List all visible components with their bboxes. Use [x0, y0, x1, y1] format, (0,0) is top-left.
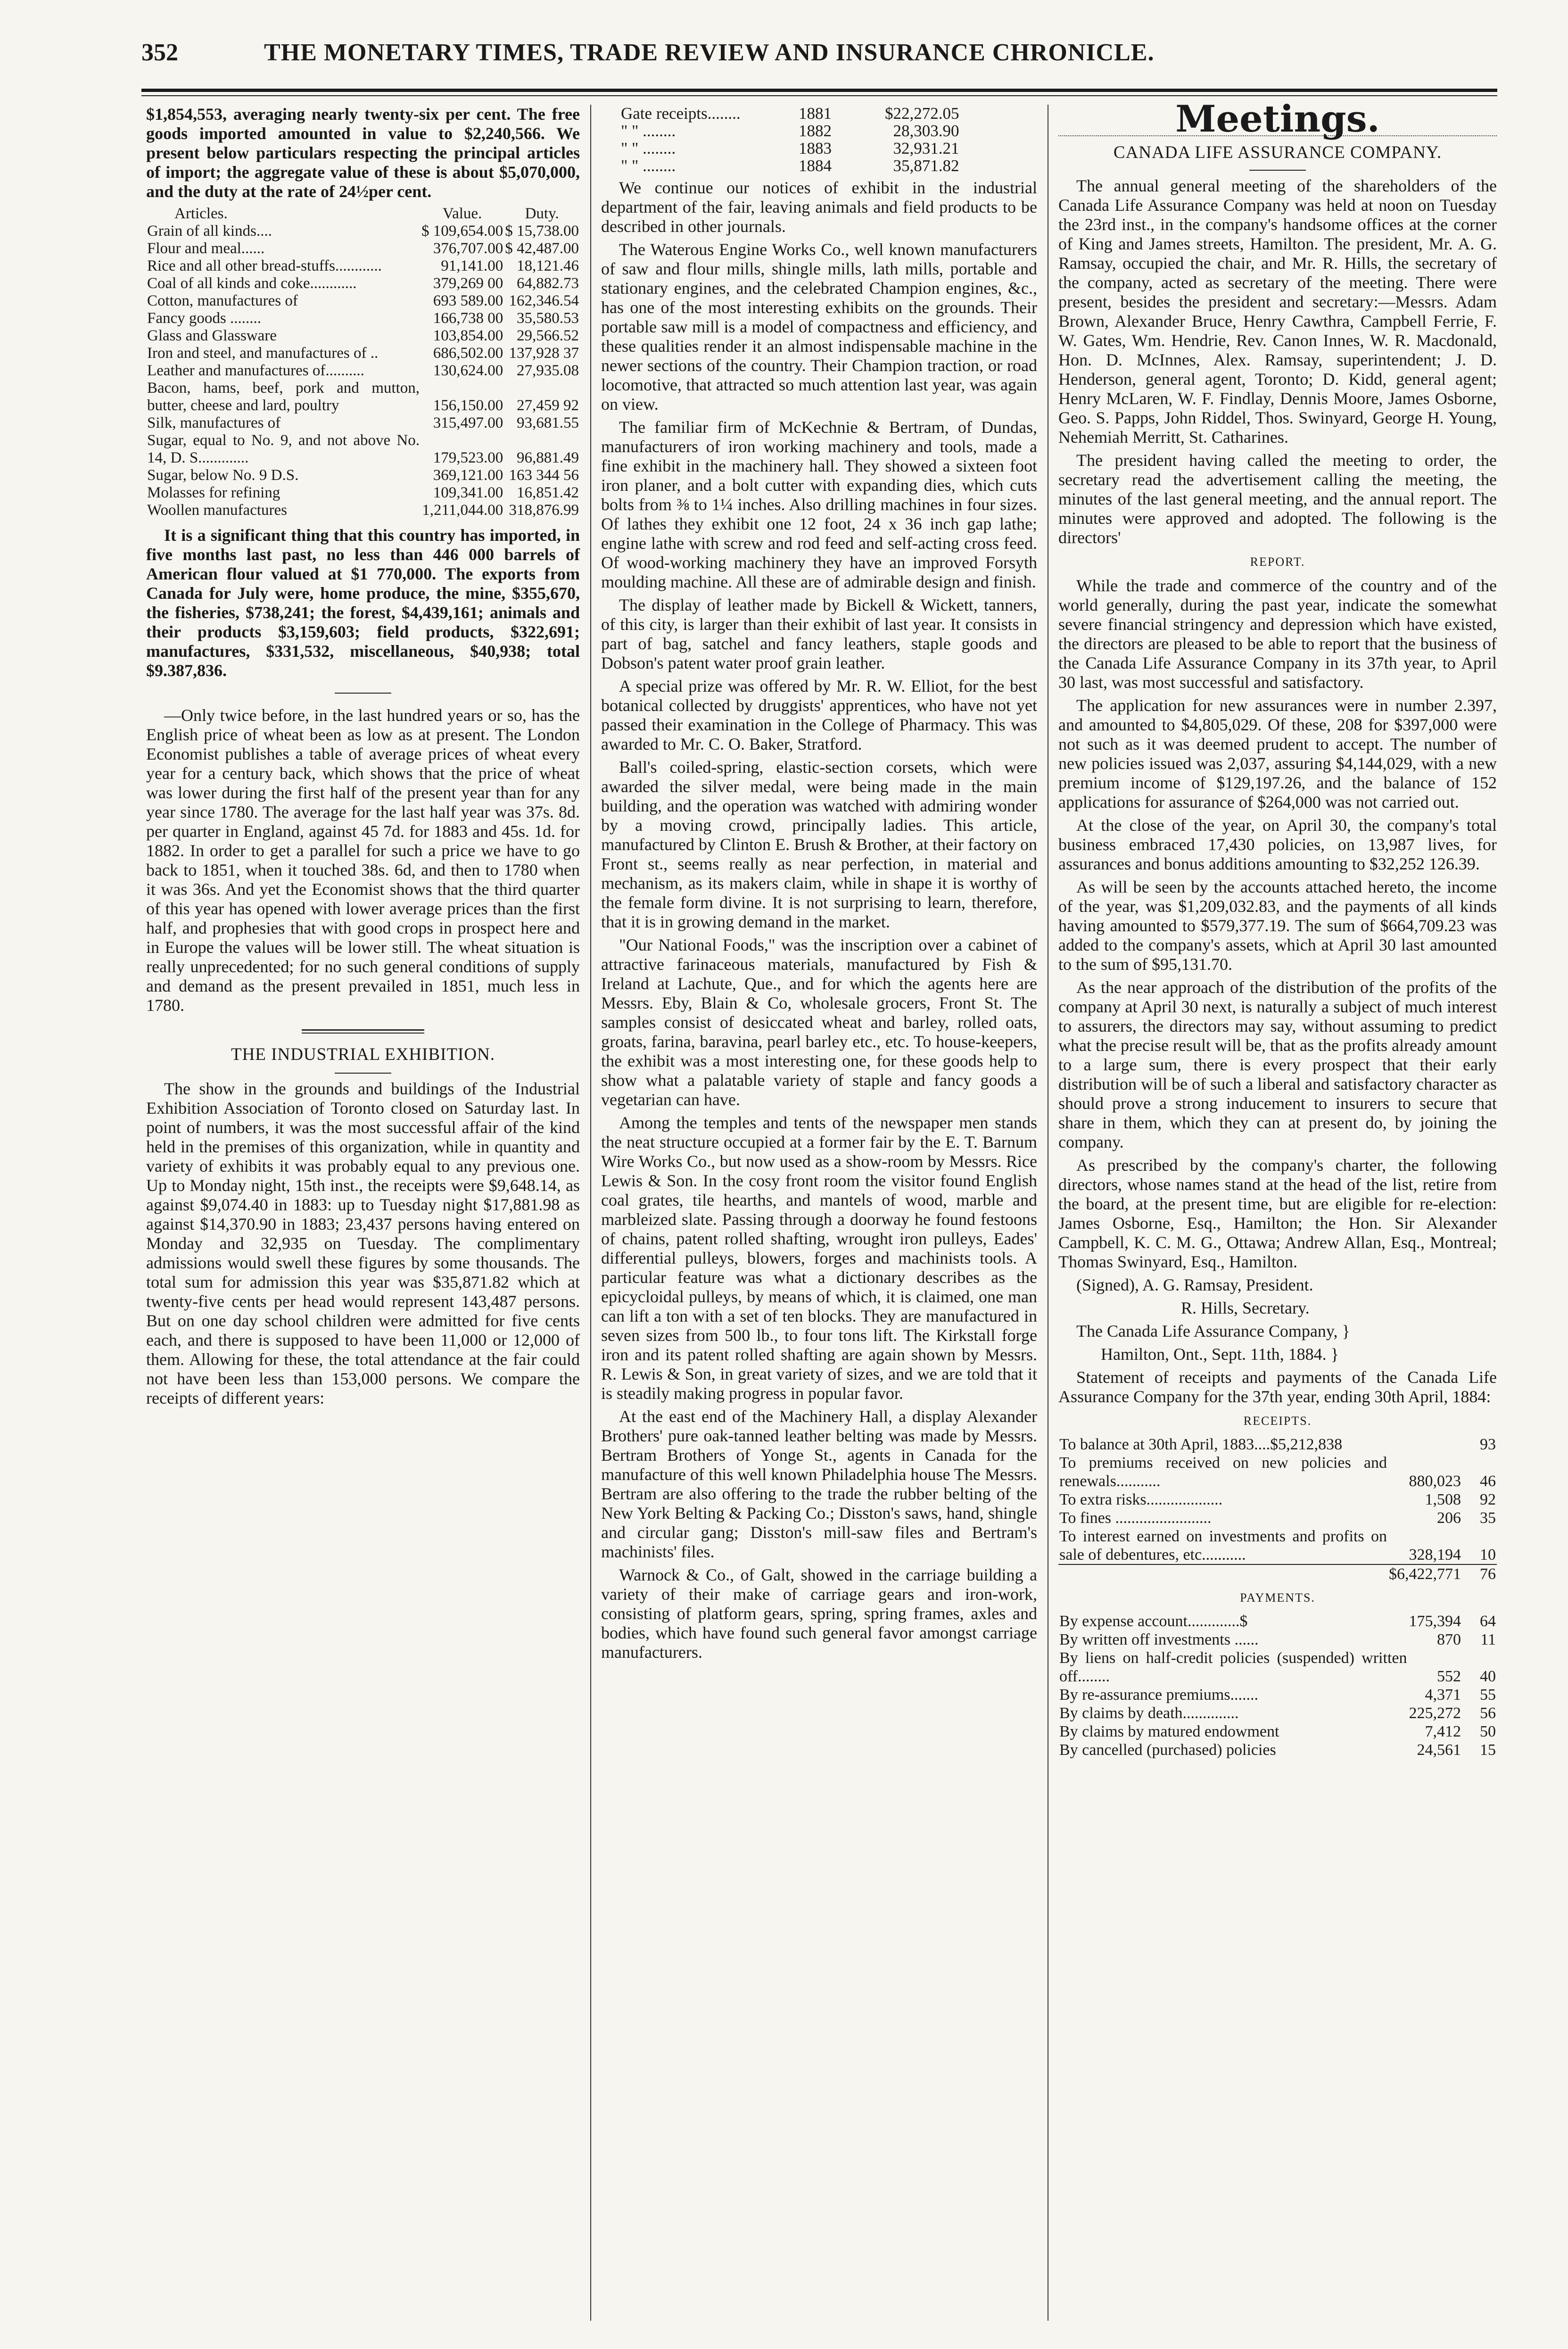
- table-row: [146, 275, 580, 292]
- cell: 1,211,044.00: [422, 502, 503, 519]
- cell: 1882: [798, 122, 832, 140]
- report-heading: REPORT.: [1250, 555, 1305, 569]
- paragraph: Ball's coiled-spring, elastic-section corsets, which were awarded the silver medal, were being made in the main building, and the operation was watched with admiring wonder by a moving crowd, principally ladies. This article, manufactured by Clinton E. Brush & Brother, at their factory on Front st., seems really as near perfection, in material and mechanism, as its makers claim, while in shape it is worthy of the female form divine. It is not surprising to learn, therefore, that it is in growing demand in the market.: [601, 758, 1037, 931]
- column-2: [601, 105, 1037, 1666]
- paragraph: The application for new assurances were in number 2.397, and amounted to $4,805,029. Of these, 208 for $397,000 were not such as it was deemed prudent to accept. The number of new policies issued was 2,037, assuring $4,144,029, with a new premium income of $129,197.26, and the balance of 152 applications for assurance of $264,000 was not carried out.: [1058, 696, 1497, 811]
- paragraph: The Waterous Engine Works Co., well known manufacturers of saw and flour mills, shingle mills, lath mills, portable and stationary engines, and the celebrated Champion engines, &c., has one of the most interesting exhibits on the grounds. Their portable saw mill is a model of compactness and efficiency, and these qualities render it an almost indispensable machine in the newer sections of the country. Their Champion traction, or road locomotive, that attracted so much attention last year, was again on view.: [601, 240, 1037, 414]
- table-row: [1058, 1741, 1497, 1759]
- signature: (Signed), A. G. Ramsay, President.: [1076, 1275, 1313, 1294]
- cell: 318,876.99: [509, 502, 579, 519]
- cell: 880,023: [1409, 1472, 1461, 1490]
- cell: By expense account.............$: [1059, 1613, 1248, 1630]
- paragraph: Warnock & Co., of Galt, showed in the carriage building a variety of their make of carriage gears and iron-work, consisting of platform gears, spring, spring frames, axles and bodies, which have found such general favor amongst carriage manufacturers.: [601, 1565, 1037, 1662]
- cell: 40: [1480, 1668, 1496, 1685]
- table-row: [146, 310, 580, 327]
- cell: 163 344 56: [509, 467, 579, 484]
- cell: By claims by matured endowment: [1059, 1723, 1279, 1740]
- cell: 91,141.00: [441, 257, 503, 274]
- cell: 315,497.00: [433, 414, 503, 431]
- section-divider: [335, 693, 391, 694]
- payments-heading: PAYMENTS.: [1240, 1591, 1315, 1605]
- total-row: [1058, 1564, 1497, 1583]
- cell: 28,303.90: [893, 122, 959, 140]
- paragraph: Statement of receipts and payments of the Canada Life Assurance Company for the 37th year, ending 30th April, 1884:: [1058, 1368, 1497, 1406]
- table-row: [1058, 1649, 1497, 1686]
- title-divider: [1249, 170, 1306, 171]
- cell: 35,580.53: [517, 310, 579, 327]
- cell: By written off investments ......: [1059, 1631, 1259, 1648]
- cell: 103,854.00: [433, 327, 503, 344]
- wheat-paragraph: —Only twice before, in the last hundred years or so, has the English price of wheat been as low as at present. The London Economist publishes a table of average prices of wheat every year for a century back, which shows that the price of wheat was lower during the first half of the present year than for any year since 1780. The average for the last half year was 37s. 8d. per quarter in England, against 45 7d. for 1883 and 45s. 1d. for 1882. In order to get a parallel for such a price we have to go back to 1851, when it touched 38s. 6d, and then to 1780 when it was 36s. And yet the Economist shows that the third quarter of this year has opened with lower average prices than the first half, and prophesies that with good crops in prospect here and in Europe the values will be lower still. The wheat situation is really unprecedented; for no such general conditions of supply and demand as the present prevailed in 1851, much less in 1780.: [146, 706, 580, 1015]
- table-row: [146, 345, 580, 362]
- cell: 11: [1480, 1631, 1496, 1648]
- meetings-heading: Meetings.: [1175, 98, 1380, 141]
- cell: 1883: [798, 139, 832, 157]
- cell: By claims by death..............: [1059, 1704, 1239, 1722]
- cell: 1884: [798, 157, 832, 175]
- cell: 1881: [798, 104, 832, 123]
- signature-secretary: R. Hills, Secretary.: [1181, 1299, 1310, 1317]
- cell: Fancy goods ........: [147, 310, 261, 327]
- cell: Woollen manufactures: [147, 502, 287, 519]
- cell: 24,561: [1417, 1741, 1461, 1759]
- cell: To extra risks...................: [1059, 1491, 1223, 1508]
- flour-paragraph: It is a significant thing that this country has imported, in five months last past, no less than 446 000 barrels of American flour valued at $1 770,000. The exports from Canada for July were, home produce, the mine, $355,670, the fisheries, $738,241; the forest, $4,439,161; animals and their products $3,159,603; field products, $322,691; manufactures, $331,532, miscellaneous, $40,938; total $9.387,836.: [146, 526, 580, 680]
- paragraph: The annual general meeting of the shareholders of the Canada Life Assurance Company was held at noon on Tuesday the 23rd inst., in the company's handsome offices at the corner of King and James streets, Hamilton. The president, Mr. A. G. Ramsay, occupied the chair, and Mr. R. Hills, the secretary of the company, acted as secretary of the meeting. There were present, besides the president and secretary:—Messrs. Adam Brown, Alexander Bruce, Henry Cawthra, Campbell Ferrie, F. W. Gates, Wm. Hendrie, Rev. Canon Innes, W. R. Macdonald, Hon. D. McInnes, Alex. Ramsay, superintendent; J. D. Henderson, general agent, Toronto; D. Kidd, general agent; Henry McLaren, W. F. Findlay, Dennis Moore, James Osborne, Geo. S. Papps, John Riddel, Thos. Swinyard, George H. Young, Nehemiah Merritt, St. Catharines.: [1058, 176, 1497, 447]
- cell: 93: [1480, 1436, 1496, 1453]
- paragraph: The familiar firm of McKechnie & Bertram, of Dundas, manufacturers of iron working machinery and tools, made a fine exhibit in the machinery hall. They showed a sixteen foot iron planer, and a bolt cutter with expanding dies, which cuts bolts from ⅜ to 1¼ inches. Also drilling machines in four sizes. Of lathes they exhibit one 12 foot, 24 x 36 inch gap lathe; engine lathe with screw and rod feed and self-acting cross feed. Of wood-working machinery they have an improved Forsyth moulding machine. All these are of admirable design and finish.: [601, 418, 1037, 591]
- table-row: [146, 467, 580, 484]
- paragraph: "Our National Foods," was the inscription over a cabinet of attractive farinaceous materials, manufactured by Fish & Ireland at Lachute, Que., and for which the agents here are Messrs. Eby, Blain & Co, wholesale grocers, Front St. The samples consist of desiccated wheat and barley, rolled oats, groats, farina, baravina, pearl barley etc., etc. To house-keepers, the exhibit was a most interesting one, for these goods help to show what a palatable variety of staple and fancy goods a vegetarian can have.: [601, 935, 1037, 1109]
- table-row: [146, 380, 580, 414]
- cell: 15: [1480, 1741, 1496, 1759]
- cell: 76: [1462, 1564, 1497, 1583]
- cell: Sugar, below No. 9 D.S.: [147, 467, 299, 484]
- cell: 55: [1480, 1686, 1496, 1704]
- section-divider: [302, 1029, 424, 1034]
- column-3: [1058, 98, 1497, 1759]
- cell: 27,459 92: [517, 397, 579, 414]
- cell: 693 589.00: [433, 292, 503, 309]
- table-row: [146, 432, 580, 467]
- cell: 10: [1480, 1546, 1496, 1563]
- table-row: [1058, 1686, 1497, 1704]
- paragraph: At the close of the year, on April 30, the company's total business embraced 17,430 policies, on 13,987 lives, for assurances and bonus additions amounting to $32,252 126.39.: [1058, 816, 1497, 873]
- exhibition-paragraph: The show in the grounds and buildings of the Industrial Exhibition Association of Toronto closed on Saturday last. In point of numbers, it was the most successful affair of the kind held in the premises of this organization, while in quantity and variety of exhibits it was probably equal to any previous one. Up to Monday night, 15th inst., the receipts were $9,648.14, as against $9,074.40 in 1883: up to Tuesday night $17,881.98 as against $14,370.90 in 1883; 23,437 persons having entered on Monday and 32,935 on Tuesday. The complimentary admissions would swell these figures by some thousands. The total sum for admission this year was $35,871.82 which at twenty-five cents per head would represent 143,487 persons. But on one day school children were admitted for five cents each, and there is supposed to have been 11,000 or 12,000 of them. Allowing for these, the total attendance at the fair could not have been less than 153,000 persons. We compare the receipts of different years:: [146, 1079, 580, 1407]
- table-row: [1058, 1612, 1497, 1630]
- place-line: The Canada Life Assurance Company, }: [1076, 1322, 1350, 1340]
- paragraph: Among the temples and tents of the newspaper men stands the neat structure occupied at a former fair by the E. T. Barnum Wire Works Co., but now used as a show-room by Messrs. Rice Lewis & Son. In the cosy front room the visitor found English coal grates, tile hearths, and mantels of wood, marble and marbleized slate. Passing through a doorway he found festoons of chains, patent rolled shafting, wrought iron pulleys, Eades' differential pulleys, blowers, forges and machinists tools. A particular feature was what a dictionary describes as the epicycloidal pulleys, by means of which, it is claimed, one man can lift a ton with a set of ten blocks. They are manufactured in seven sizes from 500 lb., to four tons lift. The Kirkstall forge iron and its patent rolled shafting are again shown by Messrs. R. Lewis & Son, in great variety of sizes, and we are told that it is steadily making progress in popular favor.: [601, 1113, 1037, 1403]
- cell: To interest earned on investments and profits on sale of debentures, etc...........: [1059, 1528, 1387, 1563]
- title-divider: [335, 1073, 391, 1074]
- cell: By cancelled (purchased) policies: [1059, 1741, 1276, 1759]
- cell: 379,269 00: [433, 275, 503, 292]
- cell: By re-assurance premiums.......: [1059, 1686, 1259, 1704]
- cell: Leather and manufactures of..........: [147, 362, 364, 379]
- table-header: [146, 205, 580, 223]
- table-row: [620, 105, 960, 122]
- cell: 32,931.21: [893, 139, 959, 157]
- cell: Iron and steel, and manufactures of ..: [147, 345, 379, 362]
- table-row: [1058, 1704, 1497, 1722]
- paragraph: The display of leather made by Bickell & Wickett, tanners, of this city, is larger than their exhibit of last year. It consists in part of bag, satchel and fancy leathers, staple goods and Dobson's patent water proof grain leather.: [601, 596, 1037, 672]
- table-row: [620, 122, 960, 140]
- cell: 35: [1480, 1509, 1496, 1527]
- cell: Flour and meal......: [147, 240, 265, 257]
- receipts-table: [1058, 1435, 1497, 1583]
- cell: 29,566.52: [517, 327, 579, 344]
- cell: 27,935.08: [517, 362, 579, 379]
- imports-table: [146, 205, 580, 519]
- cell: 96,881.49: [517, 449, 579, 466]
- cell: To fines ........................: [1059, 1509, 1212, 1527]
- cell: Silk, manufactures of: [147, 414, 281, 431]
- table-row: [146, 223, 580, 240]
- cell: Bacon, hams, beef, pork and mutton, butter, cheese and lard, poultry: [147, 380, 420, 414]
- cell: 130,624.00: [433, 362, 503, 379]
- cell: 162,346.54: [509, 292, 579, 309]
- table-row: [146, 362, 580, 380]
- cell: 64: [1480, 1613, 1496, 1630]
- gate-receipts-table: [620, 105, 960, 174]
- cell: 552: [1437, 1668, 1461, 1685]
- cell: 225,272: [1409, 1704, 1461, 1722]
- table-row: [146, 292, 580, 310]
- table-row: [146, 257, 580, 275]
- table-row: [620, 157, 960, 174]
- cell: 870: [1437, 1631, 1461, 1648]
- cell: 179,523.00: [433, 449, 503, 466]
- cell: 137,928 37: [509, 345, 579, 362]
- cell: 369,121.00: [433, 467, 503, 484]
- exhibition-title: THE INDUSTRIAL EXHIBITION.: [231, 1045, 495, 1064]
- paragraph: The president having called the meeting to order, the secretary read the advertisement calling the meeting, the minutes of the last general meeting, and the annual report. The minutes were approved and adopted. The following is the directors': [1058, 451, 1497, 547]
- cell: 4,371: [1425, 1686, 1461, 1704]
- cell: By liens on half-credit policies (suspended) written off........: [1059, 1649, 1407, 1685]
- cell: Sugar, equal to No. 9, and not above No. 14, D. S.............: [147, 432, 420, 466]
- running-title: THE MONETARY TIMES, TRADE REVIEW AND INSURANCE CHRONICLE.: [264, 39, 1155, 66]
- cell: Grain of all kinds....: [147, 223, 272, 240]
- paragraph: A special prize was offered by Mr. R. W. Elliot, for the best botanical collected by druggists' apprentices, who have not yet passed their examination in the College of Pharmacy. This was awarded to Mr. C. O. Baker, Stratford.: [601, 677, 1037, 753]
- cell: $ 42,487.00: [505, 240, 579, 257]
- cell: 16,851.42: [517, 484, 579, 501]
- page-number: 352: [141, 39, 178, 66]
- col-value: Value.: [442, 205, 482, 222]
- cell: 18,121.46: [517, 257, 579, 274]
- cell: 46: [1480, 1472, 1496, 1490]
- cell: Coal of all kinds and coke............: [147, 275, 357, 292]
- table-row: [146, 502, 580, 519]
- cell: Gate receipts........: [621, 104, 741, 123]
- table-row: [1058, 1509, 1497, 1527]
- cell: $ 15,738.00: [505, 223, 579, 240]
- paragraph: As the near approach of the distribution of the profits of the company at April 30 next, is naturally a subject of much interest to assurers, the directors may say, without assuming to predict what the precise result will be, that as the profits already amount to a large sum, there is every prospect that their early distribution will be of such a liberal and satisfactory character as should prove a strong inducement to insurers to secure that share in them, which they can at present do, by joining the company.: [1058, 978, 1497, 1151]
- cell: $ 109,654.00: [421, 223, 503, 240]
- table-row: [1058, 1435, 1497, 1454]
- receipts-heading: RECEIPTS.: [1243, 1414, 1312, 1428]
- cell: Rice and all other bread-stuffs............: [147, 257, 382, 274]
- page-header: [141, 28, 1497, 80]
- cell: 206: [1437, 1509, 1461, 1527]
- table-row: [620, 140, 960, 157]
- paragraph: As prescribed by the company's charter, the following directors, whose names stand at the head of the list, retire from the board, at the present time, but are eligible for re-election: James Osborne, Esq., Hamilton; the Hon. Sir Alexander Campbell, K. C. M. G., Ottawa; Andrew Allan, Esq., Montreal; Thomas Swinyard, Esq., Hamilton.: [1058, 1156, 1497, 1271]
- cell: $22,272.05: [885, 104, 959, 123]
- cell: 64,882.73: [517, 275, 579, 292]
- table-row: [146, 484, 580, 502]
- column-divider: [590, 105, 591, 2321]
- paragraph: At the east end of the Machinery Hall, a display Alexander Brothers' pure oak-tanned leather belting was made by Messrs. Bertram Brothers of Yonge St., agents in Canada for the manufacture of this well known Philadelphia house The Messrs. Bertram are also offering to the trade the rubber belting of the New York Belting & Packing Co.; Disston's saws, hand, shingle and circular gang; Disston's mill-saw files and Bertram's machinists' files.: [601, 1407, 1037, 1561]
- table-row: [146, 414, 580, 432]
- cell: 92: [1480, 1491, 1496, 1508]
- cell: Cotton, manufactures of: [147, 292, 298, 309]
- table-row: [1058, 1490, 1497, 1509]
- imports-intro: $1,854,553, averaging nearly twenty-six per cent. The free goods imported amounted in value to $2,240,566. We present below particulars respecting the principal articles of import; the aggregate value of these is about $5,070,000, and the duty at the rate of 24½per cent.: [146, 105, 580, 201]
- cell: 7,412: [1425, 1723, 1461, 1740]
- cell: 35,871.82: [893, 157, 959, 175]
- paragraph: As will be seen by the accounts attached hereto, the income of the year, was $1,209,032.83, and the payments of all kinds having amounted to $579,377.19. The sum of $664,709.23 was added to the company's assets, which at April 30 last amounted to the sum of $95,131.70.: [1058, 877, 1497, 974]
- cell: 93,681.55: [517, 414, 579, 431]
- paragraph: We continue our notices of exhibit in the industrial department of the fair, leaving animals and field products to be described in other journals.: [601, 178, 1037, 236]
- place-line: Hamilton, Ont., Sept. 11th, 1884. }: [1101, 1345, 1339, 1364]
- cell: Glass and Glassware: [147, 327, 277, 344]
- cell: " " ........: [621, 122, 676, 140]
- cell: 376,707.00: [433, 240, 503, 257]
- paragraph: While the trade and commerce of the country and of the world generally, during the past year, indicate the somewhat severe financial stringency and depression which have existed, the directors are pleased to be able to report that the business of the Canada Life Assurance Company in its 37th year, to April 30 last, was most successful and satisfactory.: [1058, 576, 1497, 692]
- column-1: [146, 105, 580, 1412]
- company-title: CANADA LIFE ASSURANCE COMPANY.: [1113, 143, 1442, 162]
- table-row: [146, 240, 580, 257]
- col-duty: Duty.: [525, 205, 559, 222]
- cell: " " ........: [621, 139, 676, 157]
- col-articles: Articles.: [174, 205, 228, 222]
- cell: 109,341.00: [433, 484, 503, 501]
- cell: $6,422,771: [1389, 1565, 1461, 1583]
- cell: 328,194: [1409, 1546, 1461, 1563]
- cell: 1,508: [1425, 1491, 1461, 1508]
- header-rule-thin: [141, 95, 1497, 96]
- table-row: [1058, 1722, 1497, 1741]
- cell: Molasses for refining: [147, 484, 281, 501]
- cell: 166,738 00: [433, 310, 503, 327]
- cell: 50: [1480, 1723, 1496, 1740]
- cell: " " ........: [621, 157, 676, 175]
- cell: To balance at 30th April, 1883....$5,212,838: [1059, 1436, 1343, 1453]
- table-row: [1058, 1454, 1497, 1490]
- table-row: [146, 327, 580, 345]
- cell: 156,150.00: [433, 397, 503, 414]
- cell: 175,394: [1409, 1613, 1461, 1630]
- table-row: [1058, 1630, 1497, 1649]
- header-rule: [141, 89, 1497, 92]
- table-row: [1058, 1527, 1497, 1564]
- cell: To premiums received on new policies and renewals...........: [1059, 1454, 1387, 1490]
- cell: 56: [1480, 1704, 1496, 1722]
- payments-table: [1058, 1612, 1497, 1759]
- cell: 686,502.00: [433, 345, 503, 362]
